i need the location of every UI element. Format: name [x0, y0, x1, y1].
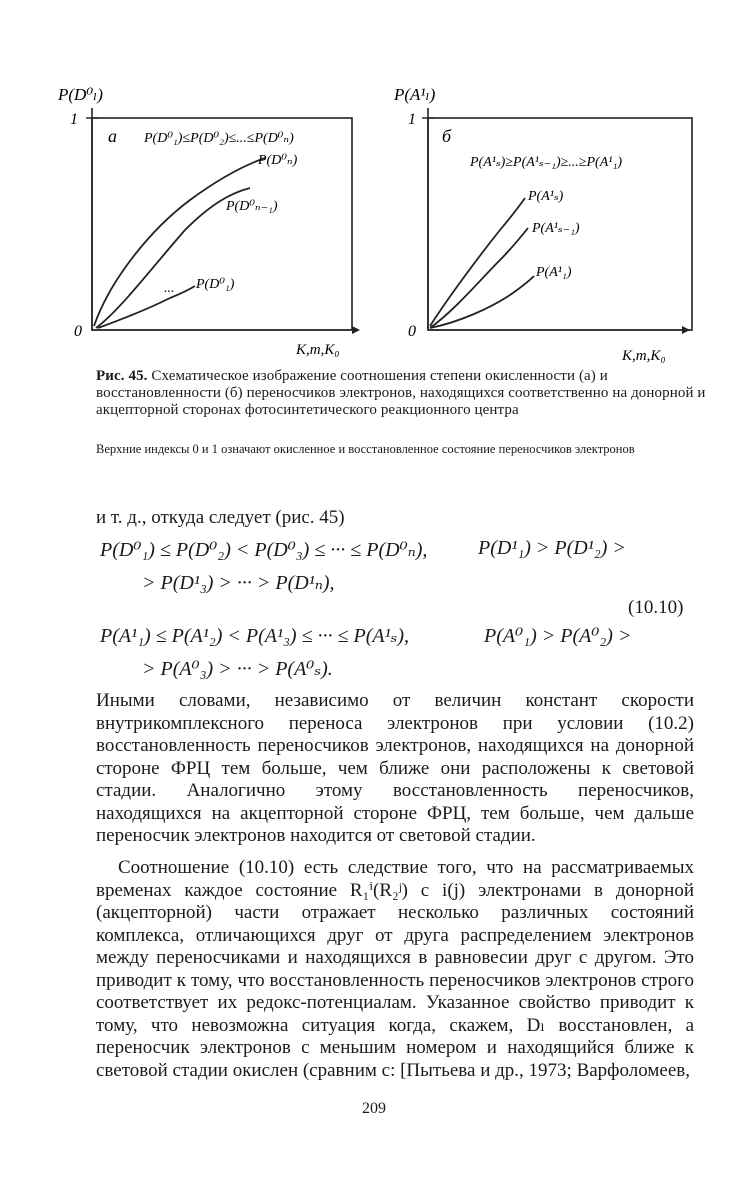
left-x-arrow-icon	[352, 326, 360, 334]
left-curve-label-n: P(D⁰ₙ)	[258, 153, 298, 168]
left-panel-frame	[92, 118, 352, 330]
page-number: 209	[362, 1100, 386, 1117]
right-curve-label-1: P(A¹₁)	[536, 265, 572, 280]
right-inequality: P(A¹ₛ)≥P(A¹ₛ₋₁)≥...≥P(A¹₁)	[470, 155, 622, 170]
left-curve-label-n-1: P(D⁰ₙ₋₁)	[226, 199, 278, 214]
left-dots: ...	[164, 281, 175, 296]
right-y-tick-label: 1	[408, 111, 416, 128]
left-curve-n	[94, 158, 265, 326]
eq2-part-a: P(A¹₁) ≤ P(A¹₂) < P(A¹₃) ≤ ··· ≤ P(A¹ₛ),	[100, 625, 410, 647]
right-x-arrow-icon	[682, 326, 690, 334]
eq1-part-c: > P(D¹₃) > ··· > P(D¹ₙ),	[142, 572, 335, 594]
caption-note: Верхние индексы 0 и 1 означают окисленное и восстановленное состояние переносчиков электронов	[96, 442, 635, 456]
lead-text: и т. д., откуда следует (рис. 45)	[96, 507, 345, 528]
right-x-axis-label: K,m,K₀	[622, 348, 666, 364]
equation-number: (10.10)	[628, 597, 684, 618]
right-origin-label: 0	[408, 323, 416, 340]
left-inequality: P(D⁰₁)≤P(D⁰₂)≤...≤P(D⁰ₙ)	[144, 131, 294, 146]
right-y-axis-label: P(A¹ₗ)	[394, 85, 436, 104]
right-curve-s	[430, 198, 525, 326]
figure-svg	[50, 70, 700, 370]
left-curve-label-1: P(D⁰₁)	[196, 277, 235, 292]
figure-45	[50, 70, 700, 370]
left-y-axis-label: P(D⁰ₗ)	[58, 85, 103, 104]
eq1-part-b: P(D¹₁) > P(D¹₂) >	[478, 537, 626, 559]
right-curve-label-s: P(A¹ₛ)	[528, 189, 564, 204]
left-y-tick-label: 1	[70, 111, 78, 128]
caption-text: Схематическое изображение соотношения степени окисленности (а) и восстановленности (б) переносчиков электронов, находящихся соответственно на донорной и акцепторной сторонах фотосинтетического реакционного центра	[96, 368, 706, 418]
eq2-part-c: > P(A⁰₃) > ··· > P(A⁰ₛ).	[142, 658, 333, 680]
left-origin-label: 0	[74, 323, 82, 340]
figure-caption	[96, 368, 708, 419]
caption-label: Рис. 45.	[96, 368, 148, 384]
right-panel-letter: б	[442, 126, 452, 146]
left-x-axis-label: K,m,K₀	[296, 342, 340, 358]
paragraph-2: Соотношение (10.10) есть следствие того, что на рассматриваемых временах каждое состояние R₁ⁱ(R₂ʲ) с i(j) электронами в донорной (акцепторной) части отражает несколько различных состояний комплекса, отличающихся друг от друга распределением электронов между переносчиками и находящихся в равновесии друг с другом. Это приводит к тому, что восстановленность переносчиков электронов строго соответствует их редокс-потенциалам. Указанное свойство приводит к тому, что невозможна ситуация когда, скажем, Dₗ восстановлен, а переносчик электронов с меньшим номером и находящийся ближе к световой стадии окислен (сравним с: [Пытьева и др., 1973; Варфоломеев,	[96, 857, 694, 1081]
left-panel-letter: а	[108, 126, 117, 146]
paragraph-1: Иными словами, независимо от величин констант скорости внутрикомплексного переноса электронов при условии (10.2) восстановленность переносчиков электронов, находящихся на донорной стороне ФРЦ тем больше, чем ближе они расположены к световой стадии. Аналогично этому восстановленность переносчиков, находящихся на акцепторной стороне ФРЦ, тем больше, чем дальше переносчик электронов находится от световой стадии.	[96, 690, 694, 846]
left-curve-1	[98, 286, 195, 328]
right-curve-s-1	[430, 228, 528, 328]
eq1-part-a: P(D⁰₁) ≤ P(D⁰₂) < P(D⁰₃) ≤ ··· ≤ P(D⁰ₙ),	[100, 539, 428, 561]
eq2-part-b: P(A⁰₁) > P(A⁰₂) >	[484, 625, 632, 647]
right-curve-label-s-1: P(A¹ₛ₋₁)	[532, 221, 580, 236]
